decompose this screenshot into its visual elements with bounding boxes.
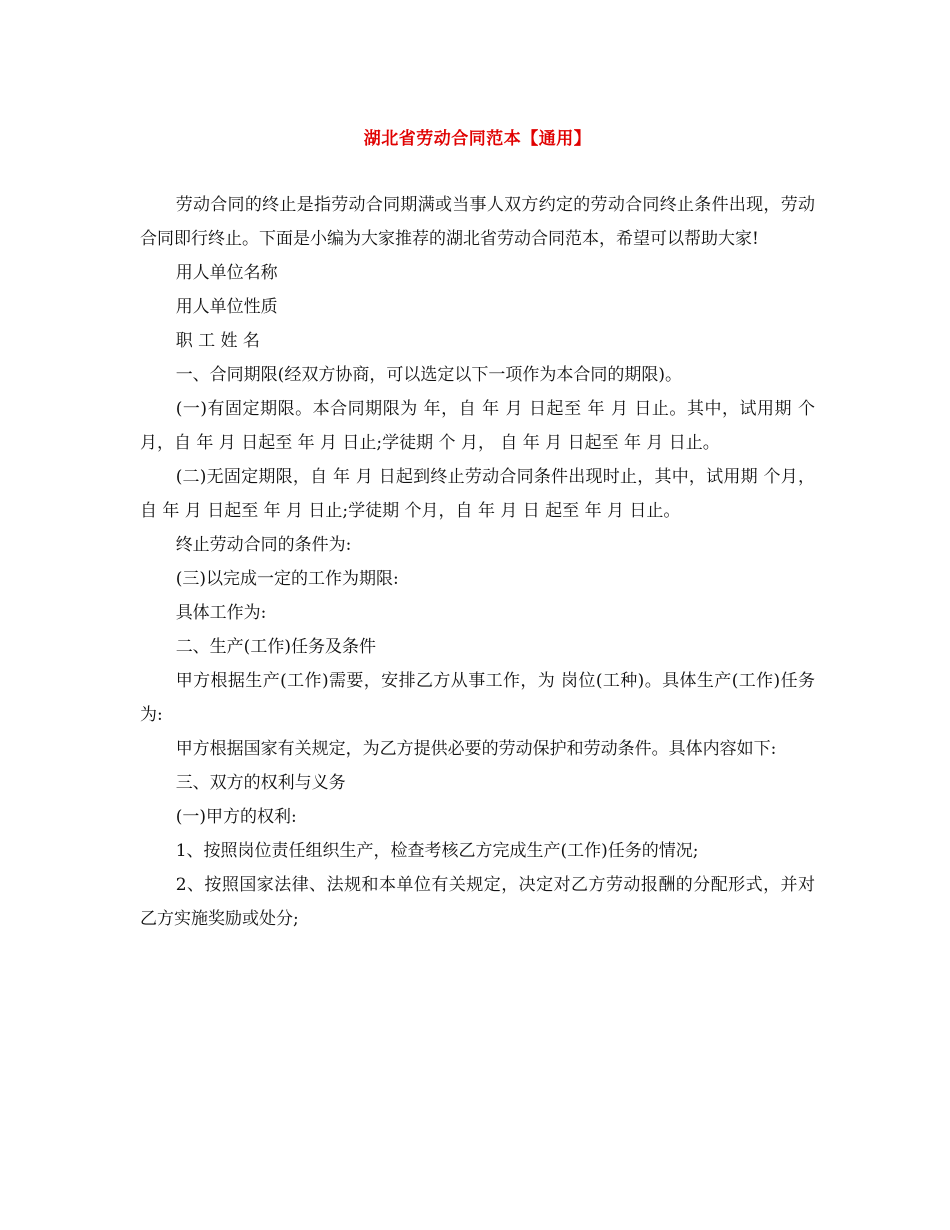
paragraph-task-term: (三)以完成一定的工作为期限:: [175, 569, 399, 589]
paragraph-termination-conditions: 终止劳动合同的条件为:: [175, 535, 352, 555]
paragraph-intro: 劳动合同的终止是指劳动合同期满或当事人双方约定的劳动合同终止条件出现，劳动合同即行终止。下面是小编为大家推荐的湖北省劳动合同范本，希望可以帮助大家!: [140, 195, 815, 249]
paragraph-employer-name: 用人单位名称: [175, 263, 278, 283]
paragraph-right-1: 1、按照岗位责任组织生产，检查考核乙方完成生产(工作)任务的情况;: [175, 841, 699, 861]
document-title: 湖北省劳动合同范本【通用】: [363, 129, 592, 149]
paragraph-open-term: (二)无固定期限，自 年 月 日起到终止劳动合同条件出现时止，其中，试用期 个月，自 年 月 日起至 年 月 日止;学徒期 个月，自 年 月 日 起至 年 月 日止。: [140, 467, 815, 521]
paragraph-party-a-rights: (一)甲方的权利:: [175, 807, 297, 827]
paragraph-fixed-term: (一)有固定期限。本合同期限为 年，自 年 月 日起至 年 月 日止。其中，试用期 个月，自 年 月 日起至 年 月 日止;学徒期 个 月， 自 年 月 日起至 年 月 日止。: [140, 399, 815, 453]
paragraph-employee-name: 职 工 姓 名: [175, 331, 260, 351]
paragraph-labor-protection: 甲方根据国家有关规定，为乙方提供必要的劳动保护和劳动条件。具体内容如下:: [175, 739, 777, 759]
document-body: [140, 188, 815, 936]
paragraph-work-assignment: 甲方根据生产(工作)需要，安排乙方从事工作，为 岗位(工种)。具体生产(工作)任务为:: [140, 671, 815, 725]
paragraph-employer-type: 用人单位性质: [175, 297, 278, 317]
paragraph-specific-work: 具体工作为:: [175, 603, 267, 623]
paragraph-section-3-heading: 三、双方的权利与义务: [175, 773, 346, 793]
paragraph-right-2: 2、按照国家法律、法规和本单位有关规定，决定对乙方劳动报酬的分配形式，并对乙方实施奖励或处分;: [140, 875, 815, 929]
paragraph-section-2-heading: 二、生产(工作)任务及条件: [175, 637, 376, 657]
paragraph-section-1-heading: 一、合同期限(经双方协商，可以选定以下一项作为本合同的期限)。: [175, 365, 682, 385]
